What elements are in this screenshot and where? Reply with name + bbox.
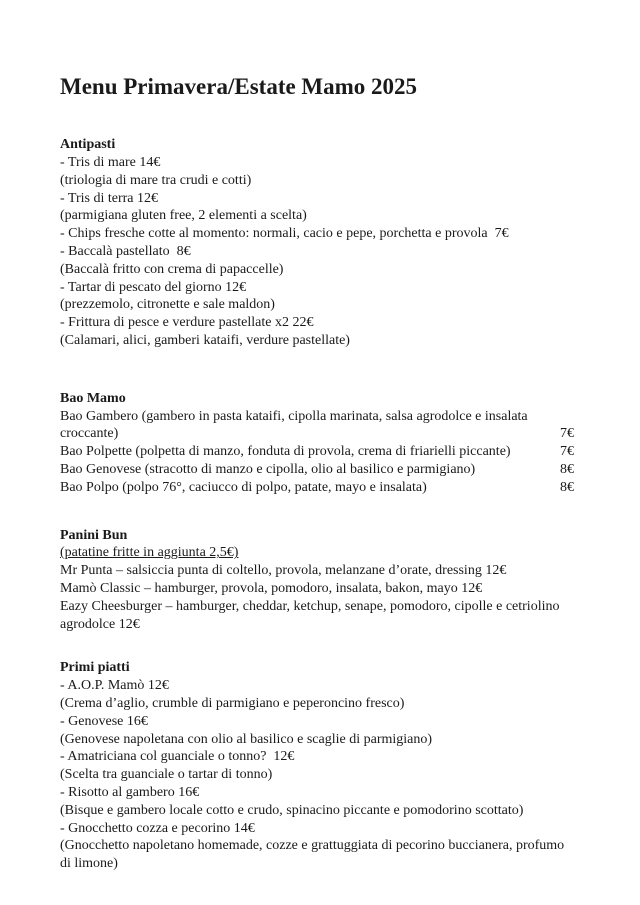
menu-item-row — [60, 443, 574, 461]
menu-line: Mr Punta – salsiccia punta di coltello, provola, melanzane d’orate, dressing 12€ — [60, 563, 507, 579]
menu-line: - Chips fresche cotte al momento: normali, cacio e pepe, porchetta e provola 7€ — [60, 226, 509, 242]
menu-item-text: Bao Polpette (polpetta di manzo, fonduta di provola, crema di friarielli piccante) — [60, 444, 511, 460]
section-heading: Bao Mamo — [60, 390, 126, 406]
menu-line: (patatine fritte in aggiunta 2,5€) — [60, 545, 239, 561]
menu-line: (Baccalà fritto con crema di papaccelle) — [60, 261, 284, 277]
menu-item-text: Bao Genovese (stracotto di manzo e cipolla, olio al basilico e parmigiano) — [60, 462, 476, 478]
menu-line: - Tartar di pescato del giorno 12€ — [60, 279, 247, 295]
section-heading: Panini Bun — [60, 527, 128, 543]
menu-item-price: 8€ — [560, 462, 574, 478]
menu-line: - Gnocchetto cozza e pecorino 14€ — [60, 820, 255, 836]
page-title: Menu Primavera/Estate Mamo 2025 — [60, 74, 418, 99]
menu-line: (parmigiana gluten free, 2 elementi a scelta) — [60, 208, 307, 224]
menu-line: (prezzemolo, citronette e sale maldon) — [60, 297, 275, 313]
menu-line: (Crema d’aglio, crumble di parmigiano e peperoncino fresco) — [60, 696, 405, 712]
menu-line: - Frittura di pesce e verdure pastellate x2 22€ — [60, 315, 314, 331]
section-heading: Antipasti — [60, 137, 116, 153]
section-heading: Primi piatti — [60, 660, 130, 676]
menu-section-primi-piatti — [60, 659, 574, 873]
menu-line: - Tris di terra 12€ — [60, 190, 158, 206]
menu-item-row — [60, 461, 574, 479]
menu-item-row — [60, 408, 574, 444]
menu-line: - Amatriciana col guanciale o tonno? 12€ — [60, 749, 295, 765]
menu-line: (Gnocchetto napoletano homemade, cozze e grattuggiata di pecorino buccianera, profumo di limone) — [60, 838, 568, 872]
menu-item-text: Bao Gambero (gambero in pasta kataifi, cipolla marinata, salsa agrodolce e insalata croccante) — [60, 408, 532, 442]
menu-item-row — [60, 479, 574, 497]
menu-line: - Genovese 16€ — [60, 713, 148, 729]
menu-line: - Baccalà pastellato 8€ — [60, 244, 191, 260]
menu-item-price: 8€ — [560, 479, 574, 495]
menu-line: - A.O.P. Mamò 12€ — [60, 678, 169, 694]
menu-section-bao-mamo — [60, 390, 574, 497]
menu-sections — [60, 136, 574, 873]
menu-line: Eazy Cheesburger – hamburger, cheddar, ketchup, senape, pomodoro, cipolle e cetriolino agrodolce 12€ — [60, 598, 563, 632]
menu-section-panini-bun — [60, 527, 574, 634]
menu-line: (Genovese napoletana con olio al basilico e scaglie di parmigiano) — [60, 731, 433, 747]
menu-line: (Bisque e gambero locale cotto e crudo, spinacino piccante e pomodorino scottato) — [60, 802, 524, 818]
menu-line: Mamò Classic – hamburger, provola, pomodoro, insalata, bakon, mayo 12€ — [60, 581, 483, 597]
menu-item-price: 7€ — [560, 444, 574, 460]
menu-line: (Scelta tra guanciale o tartar di tonno) — [60, 767, 273, 783]
menu-line: (Calamari, alici, gamberi kataifi, verdure pastellate) — [60, 333, 350, 349]
menu-line: - Tris di mare 14€ — [60, 155, 161, 171]
menu-line: (triologia di mare tra crudi e cotti) — [60, 172, 252, 188]
menu-item-text: Bao Polpo (polpo 76°, caciucco di polpo, patate, mayo e insalata) — [60, 479, 427, 495]
menu-section-antipasti — [60, 136, 574, 350]
menu-item-price: 7€ — [560, 426, 574, 442]
menu-line: - Risotto al gambero 16€ — [60, 785, 200, 800]
